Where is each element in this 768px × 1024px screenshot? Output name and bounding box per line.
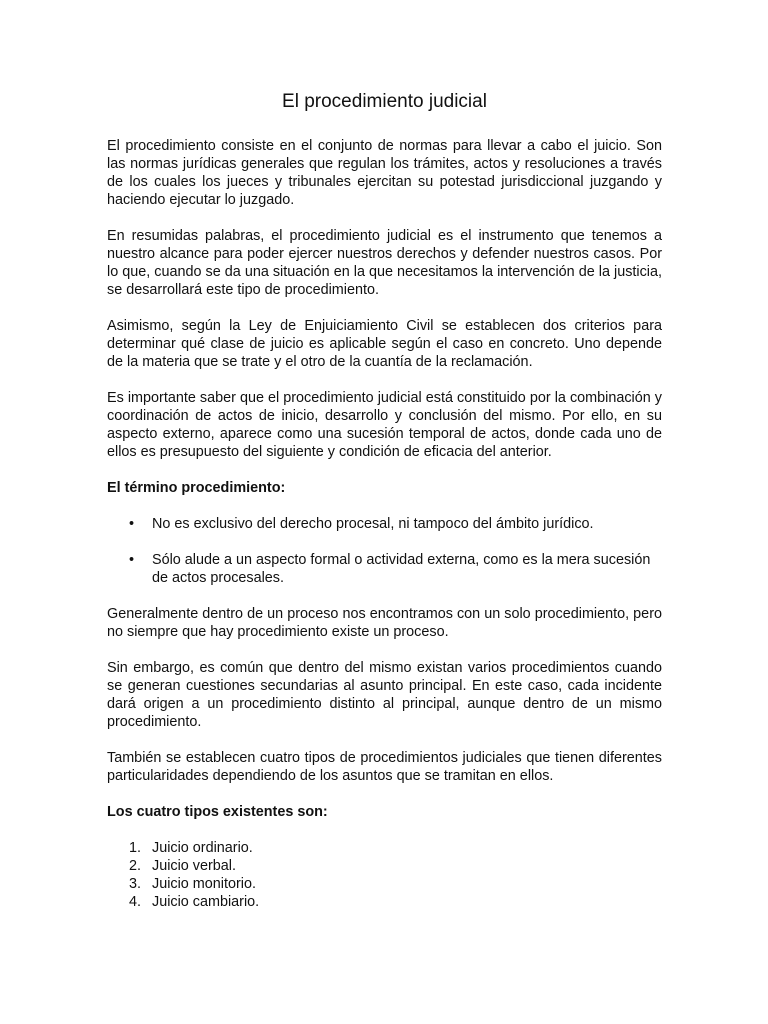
list-item xyxy=(107,893,662,911)
paragraph-summary: En resumidas palabras, el procedimiento judicial es el instrumento que tenemos a nuestro alcance para poder ejercer nuestros derechos y defender nuestros casos. Por lo que, cuando se da una situación en la que necesitamos la intervención de la justicia, se desarrollará este tipo de procedimiento. xyxy=(107,228,662,298)
document-title: El procedimiento judicial xyxy=(282,91,487,112)
list-item xyxy=(107,839,662,857)
numbered-list xyxy=(107,839,662,911)
bullet-text: Sólo alude a un aspecto formal o actividad externa, como es la mera sucesión de actos procesales. xyxy=(152,552,651,586)
bullet-icon: • xyxy=(129,552,135,568)
bullet-icon: • xyxy=(129,516,135,532)
list-number: 1. xyxy=(129,840,142,856)
list-item-text: Juicio monitorio. xyxy=(152,876,256,892)
section-heading-termino: El término procedimiento: xyxy=(107,480,286,496)
paragraph-incidents: Sin embargo, es común que dentro del mismo existan varios procedimientos cuando se generan cuestiones secundarias al asunto principal. En este caso, cada incidente dará origen a un procedimiento distinto al principal, aunque dentro de un mismo procedimiento. xyxy=(107,660,662,730)
list-item xyxy=(107,857,662,875)
paragraph-structure: Es importante saber que el procedimiento judicial está constituido por la combinación y coordinación de actos de inicio, desarrollo y conclusión del mismo. Por ello, en su aspecto externo, aparece como una sucesión temporal de actos, donde cada uno de ellos es presupuesto del siguiente y condición de eficacia del anterior. xyxy=(107,390,662,460)
list-number: 4. xyxy=(129,894,142,910)
paragraph-process: Generalmente dentro de un proceso nos encontramos con un solo procedimiento, pero no siempre que hay procedimiento existe un proceso. xyxy=(107,606,662,640)
paragraph-criteria: Asimismo, según la Ley de Enjuiciamiento Civil se establecen dos criterios para determinar qué clase de juicio es aplicable según el caso en concreto. Uno depende de la materia que se trate y el otro de la cuantía de la reclamación. xyxy=(107,318,662,370)
list-item-text: Juicio cambiario. xyxy=(152,894,260,910)
bullet-item xyxy=(107,551,662,587)
document-content xyxy=(107,89,662,911)
list-number: 2. xyxy=(129,858,142,874)
list-number: 3. xyxy=(129,876,142,892)
bullet-list xyxy=(107,515,662,587)
bullet-text: No es exclusivo del derecho procesal, ni tampoco del ámbito jurídico. xyxy=(152,516,594,532)
section-heading-tipos: Los cuatro tipos existentes son: xyxy=(107,804,328,820)
paragraph-definition: El procedimiento consiste en el conjunto de normas para llevar a cabo el juicio. Son las normas jurídicas generales que regulan los trámites, actos y resoluciones a través de los cuales los jueces y tribunales ejercitan su potestad jurisdiccional juzgando y haciendo ejecutar lo juzgado. xyxy=(107,138,662,208)
paragraph-types-intro: También se establecen cuatro tipos de procedimientos judiciales que tienen diferentes particularidades dependiendo de los asuntos que se tramitan en ellos. xyxy=(107,750,662,784)
list-item-text: Juicio ordinario. xyxy=(152,840,253,856)
list-item-text: Juicio verbal. xyxy=(152,858,236,874)
list-item xyxy=(107,875,662,893)
bullet-item xyxy=(107,515,662,533)
